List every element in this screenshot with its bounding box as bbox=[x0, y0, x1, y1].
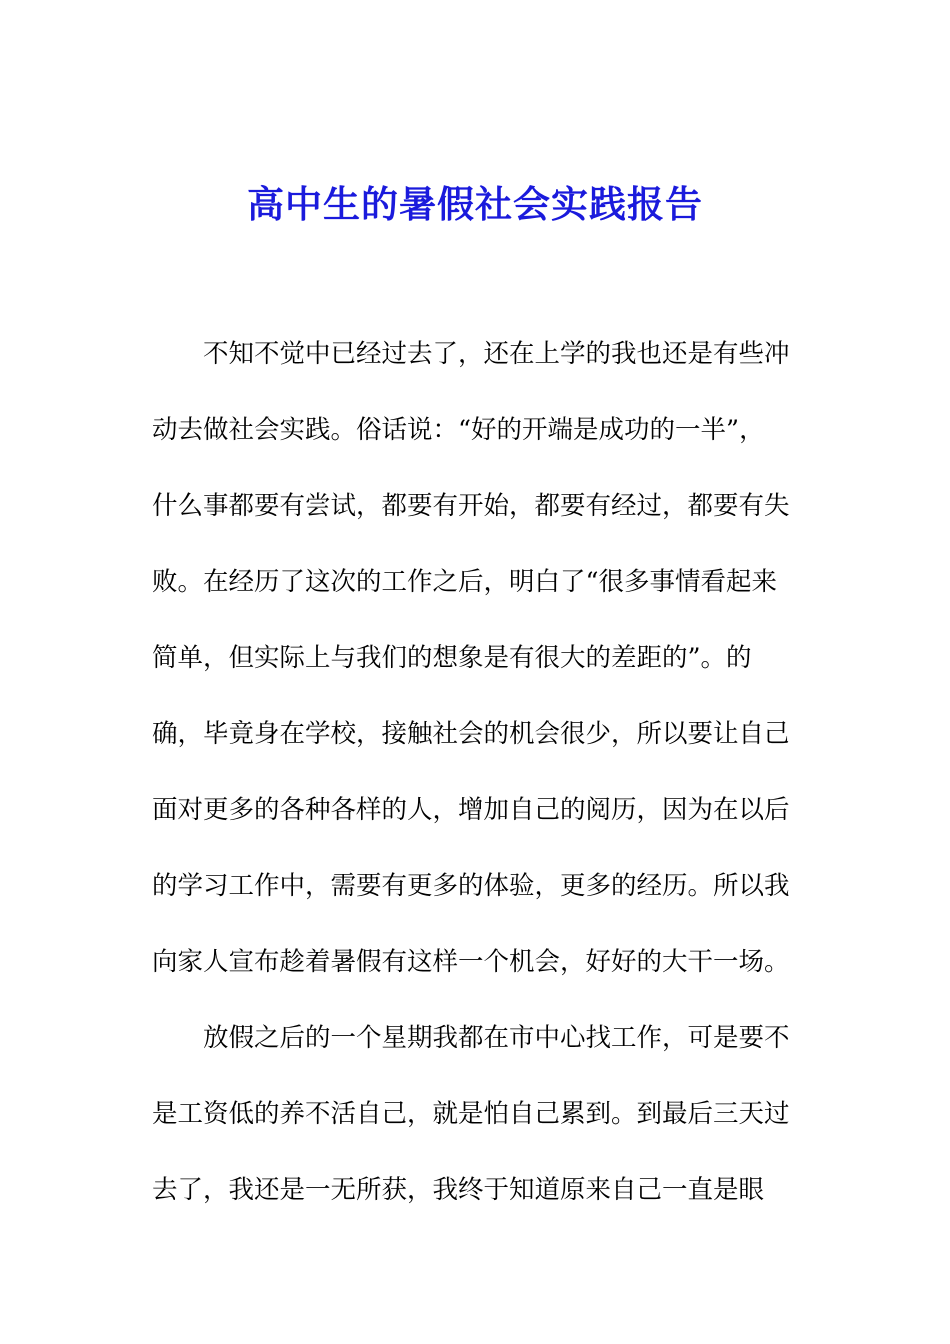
text-line: 不知不觉中已经过去了，还在上学的我也还是有些冲 bbox=[203, 339, 790, 369]
text-line: 什么事都要有尝试，都要有开始，都要有经过，都要有失 bbox=[152, 491, 790, 521]
paragraph-1 bbox=[152, 316, 792, 1000]
text-line: 的学习工作中，需要有更多的体验，更多的经历。所以我 bbox=[152, 871, 790, 901]
text-line: 向家人宣布趁着暑假有这样一个机会，好好的大干一场。 bbox=[152, 947, 790, 977]
text-line: 面对更多的各种各样的人，增加自己的阅历，因为在以后 bbox=[152, 795, 790, 825]
text-line: 动去做社会实践。俗话说：“好的开端是成功的一半”， bbox=[152, 415, 765, 445]
text-line: 放假之后的一个星期我都在市中心找工作，可是要不 bbox=[203, 1023, 790, 1053]
text-line: 是工资低的养不活自己，就是怕自己累到。到最后三天过 bbox=[152, 1099, 790, 1129]
text-line: 确，毕竟身在学校，接触社会的机会很少，所以要让自己 bbox=[152, 719, 790, 749]
paragraph-2 bbox=[152, 1000, 792, 1228]
document-body bbox=[152, 316, 792, 1228]
text-line: 简单，但实际上与我们的想象是有很大的差距的”。的 bbox=[152, 643, 752, 673]
text-line: 败。在经历了这次的工作之后，明白了“很多事情看起来 bbox=[152, 567, 778, 597]
text-line: 去了，我还是一无所获，我终于知道原来自己一直是眼 bbox=[152, 1175, 765, 1205]
document-title: 高中生的暑假社会实践报告 bbox=[247, 182, 703, 226]
